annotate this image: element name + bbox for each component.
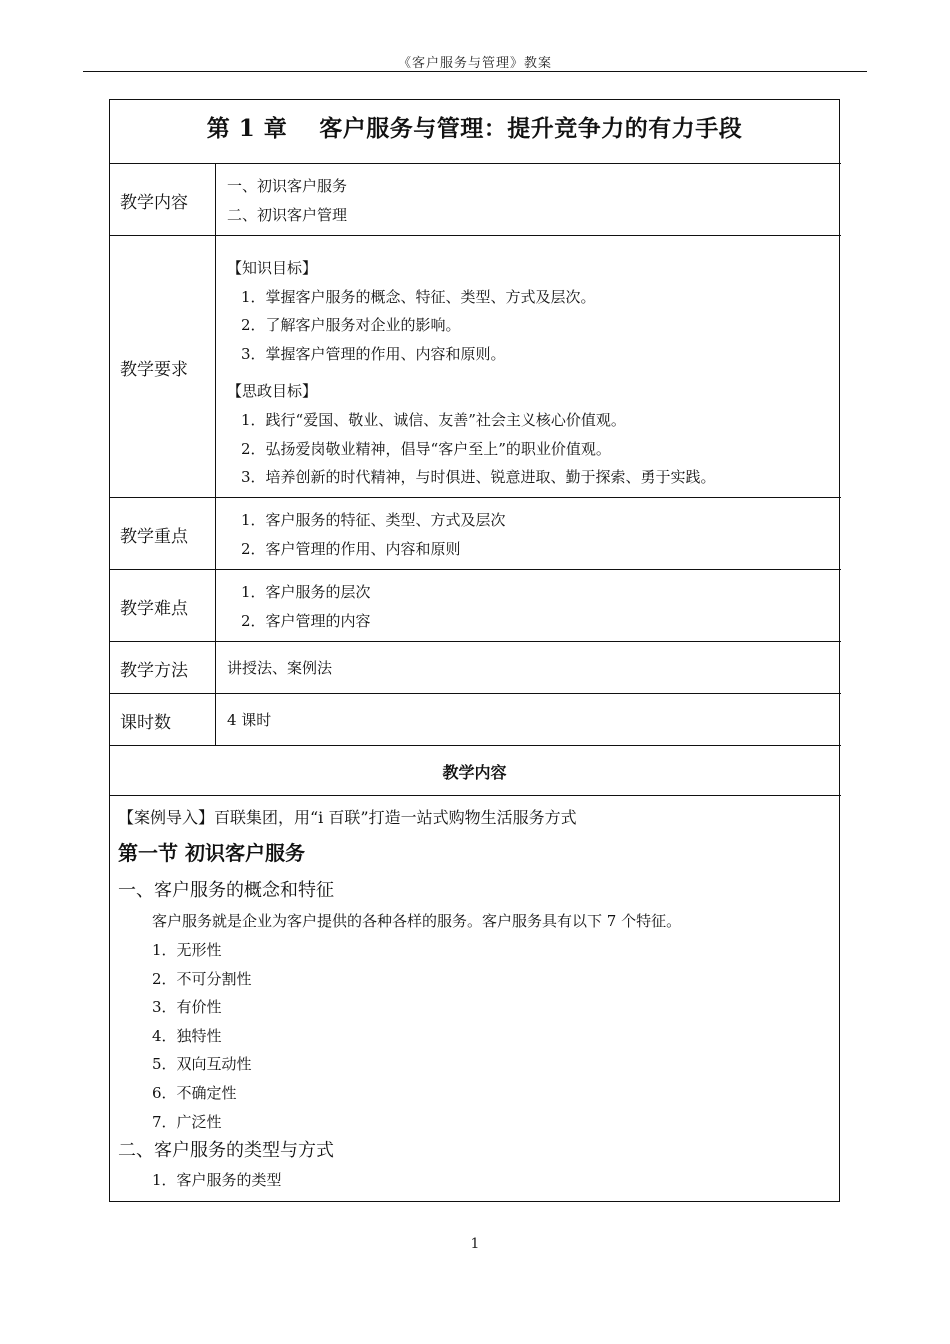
row-label-requirements: 教学要求 [120,360,188,380]
hours-value: 4 课时 [227,711,272,729]
row-divider [109,497,841,498]
subsection-title: 一、客户服务的概念和特征 [118,880,334,901]
ideology-heading: 【思政目标】 [227,382,318,401]
methods-value: 讲授法、案例法 [227,659,333,677]
section-title: 第一节 初识客户服务 [118,841,305,865]
ideology-item: 3．培养创新的时代精神，与时俱进、锐意进取、勤于探索、勇于实践。 [241,468,716,487]
row-label-content: 教学内容 [120,193,188,213]
page-header: 《客户服务与管理》教案 [397,56,552,71]
ideology-item: 1．践行“爱国、敬业、诚信、友善”社会主义核心价值观。 [241,410,626,429]
key-points-cell [227,506,506,563]
feature-item: 6．不确定性 [152,1083,237,1102]
knowledge-item: 1．掌握客户服务的概念、特征、类型、方式及层次。 [241,287,596,306]
difficulties-cell [227,578,371,635]
row-divider [109,163,841,164]
row-divider [109,795,841,796]
feature-item: 3．有价性 [152,998,222,1017]
requirements-cell [227,254,716,492]
content-cell [227,172,347,229]
list-item: 1．客户服务的类型 [152,1171,282,1190]
row-divider [109,693,841,694]
row-divider [109,235,841,236]
feature-item: 4．独特性 [152,1026,222,1045]
knowledge-item: 3．掌握客户管理的作用、内容和原则。 [241,344,506,363]
row-divider [109,745,841,746]
chapter-title: 第 1 章 客户服务与管理：提升竞争力的有力手段 [206,115,743,142]
feature-item: 7．广泛性 [152,1112,222,1131]
label-column-divider [215,163,216,745]
row-divider [109,569,841,570]
knowledge-item: 2．了解客户服务对企业的影响。 [241,316,461,335]
knowledge-heading: 【知识目标】 [227,259,318,277]
paragraph: 客户服务就是企业为客户提供的各种各样的服务。客户服务具有以下 7 个特征。 [152,912,682,930]
key-point-item: 1．客户服务的特征、类型、方式及层次 [241,511,506,529]
page-number: 1 [470,1236,480,1252]
feature-item: 2．不可分割性 [152,969,252,988]
row-label-hours: 课时数 [120,713,171,733]
content-line: 二、初识客户管理 [227,205,348,224]
header-rule [83,71,867,72]
row-divider [109,641,841,642]
feature-item: 1．无形性 [152,941,222,959]
difficulty-item: 2．客户管理的内容 [241,611,371,630]
row-label-difficulties: 教学难点 [120,599,188,619]
content-line: 一、初识客户服务 [227,177,348,195]
teaching-content-heading: 教学内容 [442,763,507,782]
row-label-key-points: 教学重点 [120,527,188,547]
case-intro: 【案例导入】百联集团，用“i 百联”打造一站式购物生活服务方式 [118,808,577,827]
key-point-item: 2．客户管理的作用、内容和原则 [241,539,461,558]
feature-item: 5．双向互动性 [152,1055,252,1074]
row-label-methods: 教学方法 [120,661,188,681]
teaching-content-body [118,803,833,1195]
subsection-title: 二、客户服务的类型与方式 [118,1140,334,1162]
difficulty-item: 1．客户服务的层次 [241,583,371,601]
ideology-item: 2．弘扬爱岗敬业精神，倡导“客户至上”的职业价值观。 [241,439,611,458]
